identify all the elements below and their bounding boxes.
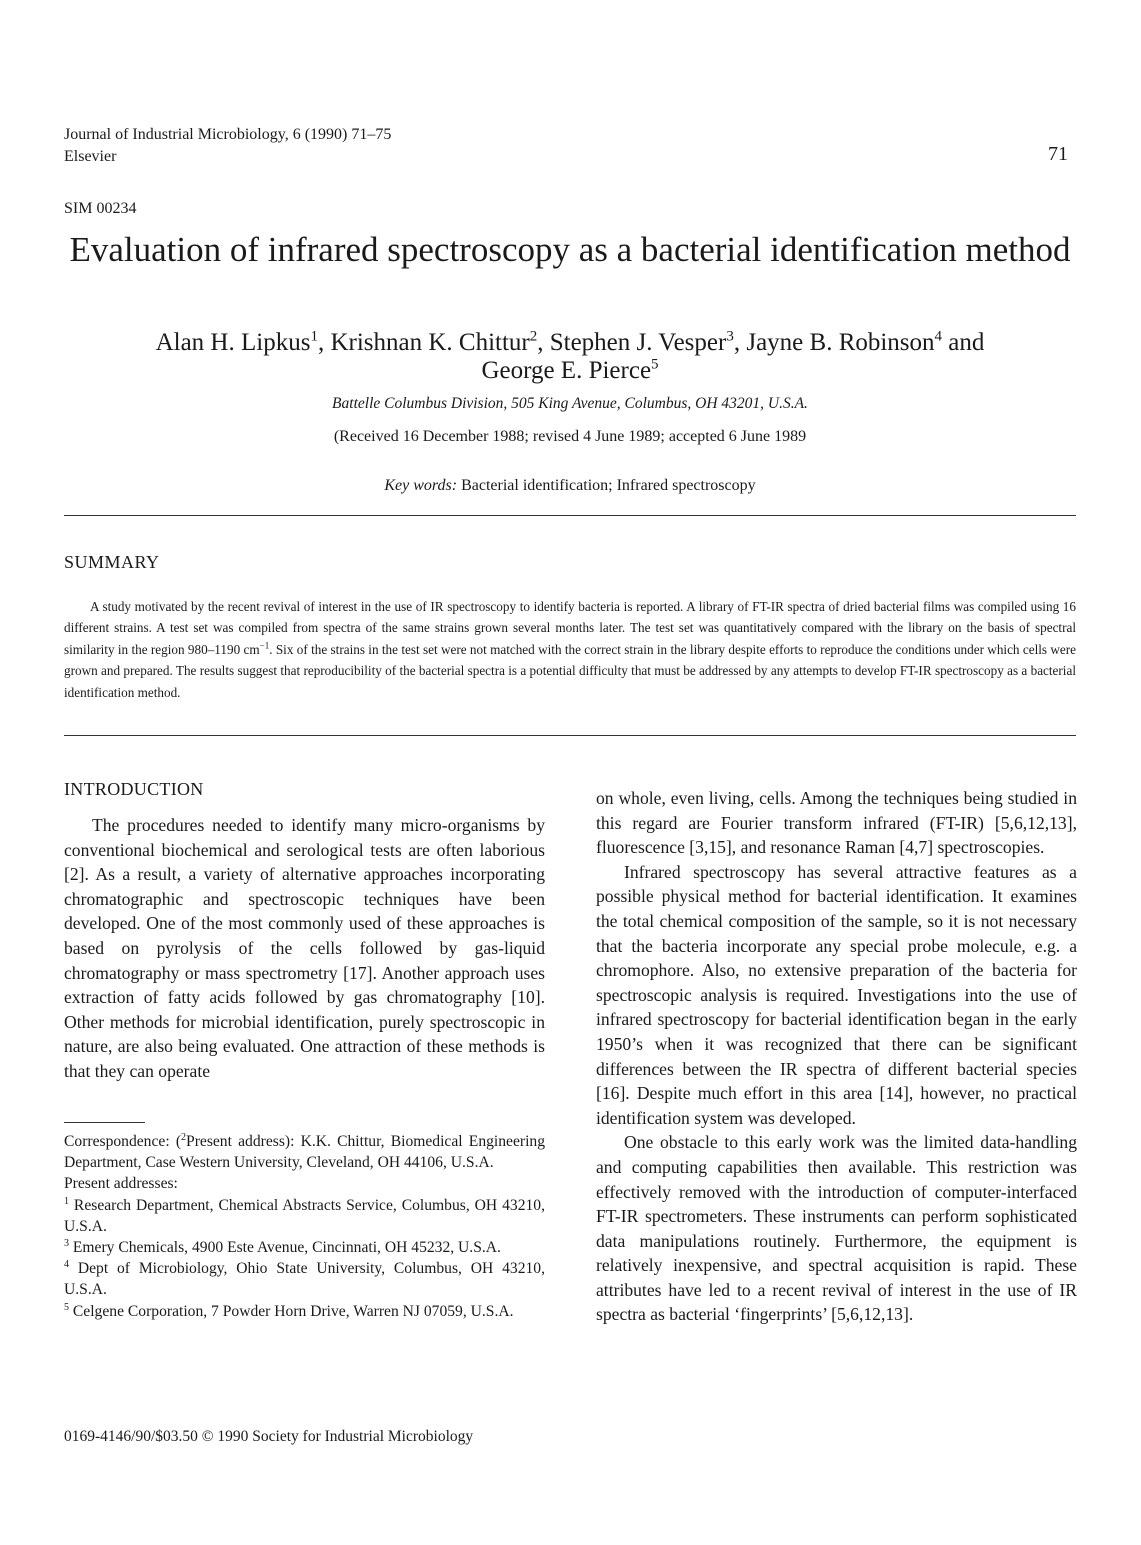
footnote-text: Emery Chemicals, 4900 Este Avenue, Cincinnati, OH 45232, U.S.A. [69, 1239, 501, 1257]
author-list [60, 329, 1080, 385]
unit-exponent: −1 [259, 640, 270, 651]
keywords-label: Key words: [384, 477, 458, 494]
intro-paragraph: on whole, even living, cells. Among the techniques being studied in this regard are Fourier transform infrared (FT-IR) [5,6,12,13], fluorescence [3,15], and resonance Raman [4,7] spectroscopies. [596, 788, 1077, 858]
journal-citation [64, 124, 391, 168]
footnote-marker: 3 [64, 1237, 69, 1249]
author-separator: , [733, 329, 747, 356]
article-title: Evaluation of infrared spectroscopy as a bacterial identification method [69, 230, 1071, 269]
footnote-item [64, 1195, 545, 1237]
sim-code: SIM 00234 [64, 200, 137, 217]
keywords-list: Bacterial identification; Infrared spectroscopy [461, 477, 756, 494]
intro-paragraph: Infrared spectroscopy has several attractive features as a possible physical method for bacterial identification. It examines the total chemical composition of the sample, so it is not necessary that the bacteria incorporate any special probe molecule, e.g. a chromophore. Also, no extensive preparation of the bacteria for spectroscopic analysis is required. Investigations into the use of infrared spectroscopy for bacterial identification began in the early 1950’s when it was recognized that there can be significant differences between the IR spectra of different bacterial species [16]. Despite much effort in this area [14], however, no practical identification system was developed. [596, 861, 1077, 1128]
author-name: Alan H. Lipkus [155, 329, 311, 356]
footnote-marker: 1 [64, 1195, 69, 1207]
correspondence-label: Correspondence: ( [64, 1133, 182, 1150]
author-superscript: 4 [934, 328, 943, 345]
footnote-text: Research Department, Chemical Abstracts Service, Columbus, OH 43210, U.S.A. [64, 1196, 545, 1235]
summary-heading: SUMMARY [64, 552, 160, 572]
footnote-marker: 5 [64, 1301, 69, 1313]
footnote-marker: 2 [181, 1131, 187, 1143]
intro-paragraph: The procedures needed to identify many micro-organisms by conventional biochemical and serological tests are often laborious [2]. As a result, a variety of alternative approaches incorporating chromatographic and spectroscopic techniques have been developed. One of the most commonly used of these approaches is based on pyrolysis of the cells followed by gas-liquid chromatography or mass spectrometry [17]. Another approach uses extraction of fatty acids followed by gas chromatography [10]. Other methods for microbial identification, purely spectroscopic in nature, are also being evaluated. One attraction of these methods is that they can operate [64, 815, 545, 1081]
author-name: George E. Pierce [481, 357, 652, 384]
author-superscript: 3 [726, 328, 734, 345]
divider-bottom [64, 735, 1076, 736]
correspondence-note [64, 1131, 545, 1173]
summary-text-part1: A study motivated by the recent revival of interest in the use of IR spectroscopy to identify bacteria is reported. A library of FT-IR spectra of dried bacterial films was compiled using 16 different strains. A test set was compiled from spectra of the same strains grown several months later. The test set was quantitatively compared with the library on the basis of spectral similarity in the region 980–1190 cm [64, 599, 1076, 657]
introduction-heading: INTRODUCTION [64, 779, 204, 799]
footnote-marker: 4 [64, 1259, 69, 1271]
publisher-name: Elsevier [64, 148, 117, 165]
page-number: 71 [1048, 143, 1068, 165]
footnote-item [64, 1237, 545, 1258]
right-column [596, 786, 1077, 1327]
footnote-item [64, 1301, 545, 1322]
correspondence-text: Present address): K.K. Chittur, Biomedical Engineering Department, Case Western University, Cleveland, OH 44106, U.S.A. [64, 1133, 545, 1172]
keywords [60, 477, 1080, 495]
received-dates: (Received 16 December 1988; revised 4 June 1989; accepted 6 June 1989 [333, 428, 807, 445]
author-name: Krishnan K. Chittur [330, 329, 530, 356]
author-superscript: 1 [310, 328, 318, 345]
author-separator: and [942, 329, 985, 356]
footnote-text: Celgene Corporation, 7 Powder Horn Drive, Warren NJ 07059, U.S.A. [69, 1302, 514, 1320]
footnote-text: Dept of Microbiology, Ohio State University, Columbus, OH 43210, U.S.A. [64, 1260, 545, 1299]
journal-name: Journal of Industrial Microbiology, 6 (1990) 71–75 [64, 126, 392, 143]
author-affiliation: Battelle Columbus Division, 505 King Avenue, Columbus, OH 43201, U.S.A. [332, 395, 808, 412]
intro-paragraph: One obstacle to this early work was the limited data-handling and computing capabilities then available. This restriction was effectively removed with the introduction of computer-interfaced FT-IR spectrometers. These instruments can perform sophisticated data manipulations routinely. Furthermore, the equipment is relatively inexpensive, and spectral acquisition is rapid. These attributes have led to a recent revival of interest in the use of IR spectra as bacterial ‘fingerprints’ [5,6,12,13]. [596, 1132, 1077, 1325]
left-column [64, 813, 545, 1084]
summary-text-part2: . Six of the strains in the test set were not matched with the correct strain in the library despite efforts to reproduce the conditions under which cells were grown and prepared. The results suggest that reproducibility of the bacterial spectra is a potential difficulty that must be addressed by any attempts to develop FT-IR spectroscopy as a bacterial identification method. [64, 641, 1076, 700]
present-addresses-label: Present addresses: [64, 1175, 178, 1193]
summary-abstract [64, 596, 1076, 703]
copyright-line: 0169-4146/90/$03.50 © 1990 Society for Industrial Microbiology [64, 1428, 474, 1445]
author-separator: , [317, 329, 331, 356]
footnote-divider [64, 1122, 145, 1123]
author-separator: , [537, 329, 550, 356]
author-superscript: 5 [651, 356, 659, 373]
author-superscript: 2 [529, 328, 538, 345]
divider-top [64, 515, 1076, 516]
footnotes [64, 1131, 545, 1322]
footnote-item [64, 1258, 545, 1300]
author-name: Jayne B. Robinson [746, 329, 935, 356]
author-name: Stephen J. Vesper [549, 329, 727, 356]
